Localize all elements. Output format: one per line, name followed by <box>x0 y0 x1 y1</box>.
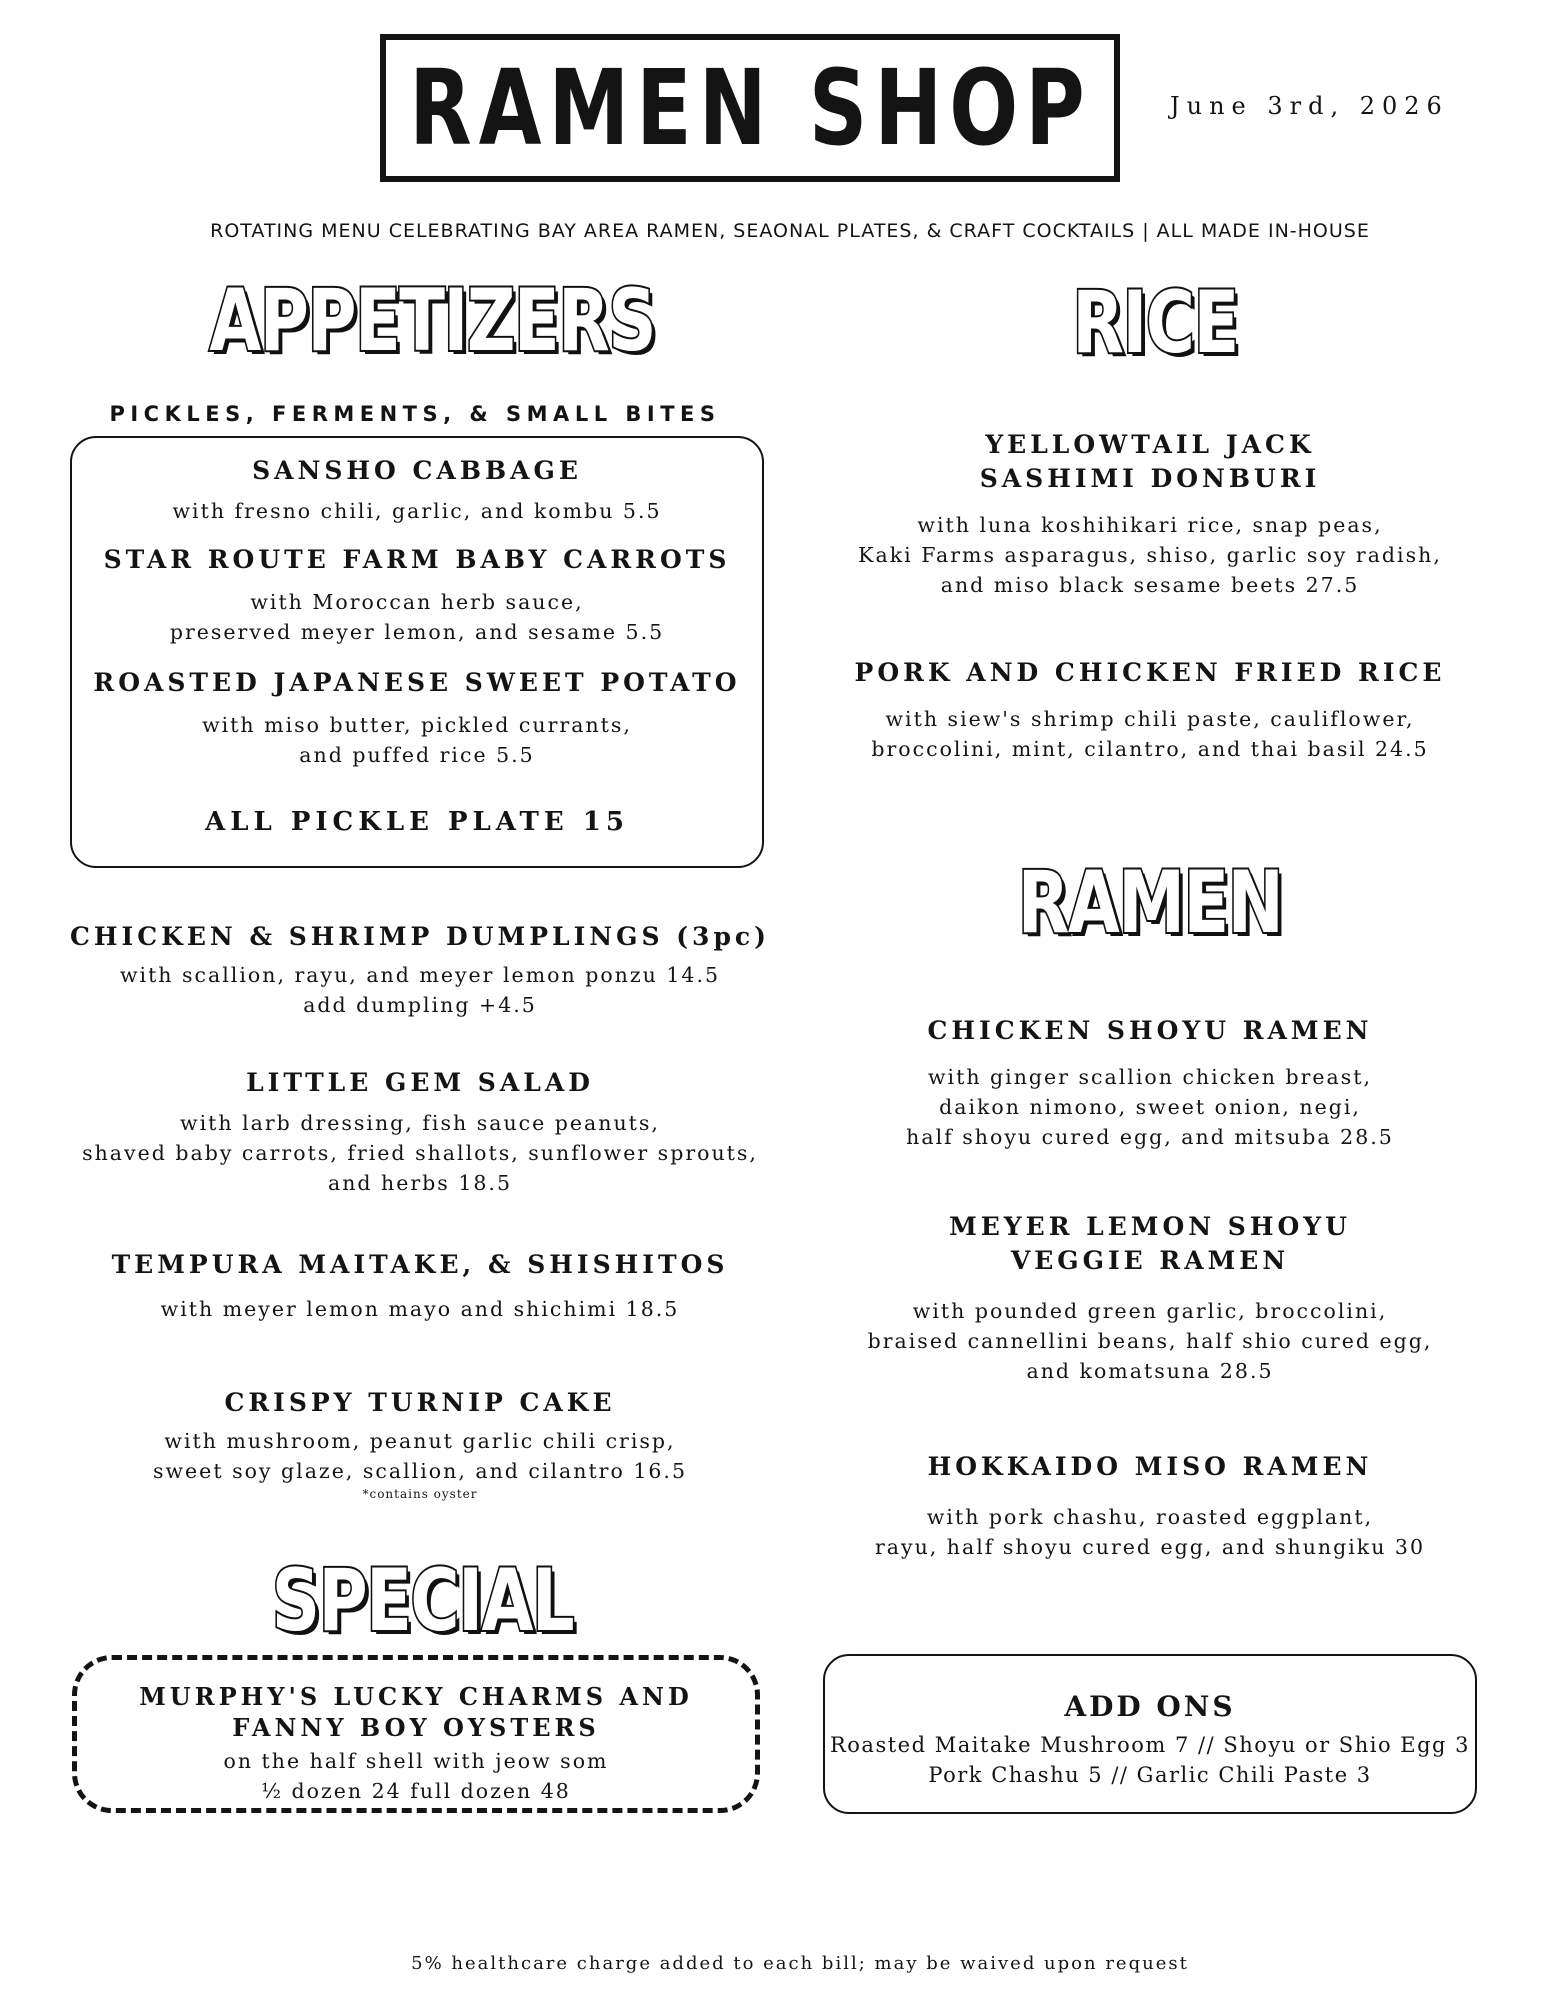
special-desc: on the half shell with jeow som <box>223 1749 609 1773</box>
item-desc: with Moroccan herb sauce, <box>250 590 584 614</box>
item-desc: broccolini, mint, cilantro, and thai basil 24.5 <box>871 737 1429 761</box>
item-desc: and herbs 18.5 <box>327 1171 512 1195</box>
section-title-special: SPECIAL <box>271 1551 574 1651</box>
item-desc: with ginger scallion chicken breast, <box>927 1065 1372 1089</box>
menu-date: June 3rd, 2026 <box>1170 92 1449 120</box>
item-name: HOKKAIDO MISO RAMEN <box>927 1452 1373 1481</box>
item-desc: with pounded green garlic, broccolini, <box>912 1299 1388 1323</box>
item-name: CRISPY TURNIP CAKE <box>224 1388 616 1417</box>
item-desc: with scallion, rayu, and meyer lemon ponzu 14.5 <box>119 963 721 987</box>
addons-line: Pork Chashu 5 // Garlic Chili Paste 3 <box>928 1763 1372 1787</box>
item-note: *contains oyster <box>362 1487 478 1501</box>
item-name: CHICKEN & SHRIMP DUMPLINGS (3pc) <box>70 922 770 951</box>
item-desc: rayu, half shoyu cured egg, and shungiku 30 <box>874 1535 1426 1559</box>
special-name: FANNY BOY OYSTERS <box>232 1713 600 1742</box>
item-name: SANSHO CABBAGE <box>252 456 582 485</box>
section-title-ramen: RAMEN <box>1017 853 1283 953</box>
item-name: TEMPURA MAITAKE, & SHISHITOS <box>111 1250 729 1279</box>
footer-note: 5% healthcare charge added to each bill; may be waived upon request <box>411 1953 1189 1974</box>
section-title-appetizers: APPETIZERS <box>209 271 656 371</box>
item-name: SASHIMI DONBURI <box>979 464 1321 493</box>
item-name: VEGGIE RAMEN <box>1010 1246 1290 1275</box>
item-desc: preserved meyer lemon, and sesame 5.5 <box>169 620 665 644</box>
item-desc: and puffed rice 5.5 <box>299 743 535 767</box>
item-desc: add dumpling +4.5 <box>303 993 537 1017</box>
item-desc: sweet soy glaze, scallion, and cilantro 16.5 <box>152 1459 687 1483</box>
item-desc: with pork chashu, roasted eggplant, <box>926 1505 1374 1529</box>
item-name: LITTLE GEM SALAD <box>246 1068 594 1097</box>
item-name: ROASTED JAPANESE SWEET POTATO <box>93 668 741 697</box>
item-desc: shaved baby carrots, fried shallots, sunflower sprouts, <box>82 1141 758 1165</box>
item-desc: Kaki Farms asparagus, shiso, garlic soy radish, <box>858 543 1442 567</box>
item-desc: half shoyu cured egg, and mitsuba 28.5 <box>906 1125 1394 1149</box>
special-name: MURPHY'S LUCKY CHARMS AND <box>139 1682 693 1711</box>
item-desc: with luna koshihikari rice, snap peas, <box>917 513 1383 537</box>
item-desc: and miso black sesame beets 27.5 <box>940 573 1360 597</box>
item-desc: with miso butter, pickled currants, <box>202 713 632 737</box>
addons-line: Roasted Maitake Mushroom 7 // Shoyu or Shio Egg 3 <box>829 1733 1471 1757</box>
item-name: YELLOWTAIL JACK <box>985 430 1315 459</box>
pickles-subtitle: PICKLES, FERMENTS, & SMALL BITES <box>109 402 721 426</box>
item-name: ALL PICKLE PLATE 15 <box>205 807 629 837</box>
item-name: CHICKEN SHOYU RAMEN <box>927 1016 1373 1045</box>
logo-box <box>380 34 1120 182</box>
item-desc: and komatsuna 28.5 <box>1026 1359 1274 1383</box>
item-desc: with meyer lemon mayo and shichimi 18.5 <box>160 1297 680 1321</box>
item-desc: with mushroom, peanut garlic chili crisp, <box>164 1429 676 1453</box>
item-name: MEYER LEMON SHOYU <box>949 1212 1351 1241</box>
item-name: STAR ROUTE FARM BABY CARROTS <box>103 545 731 574</box>
section-title-rice: RICE <box>1072 273 1238 373</box>
restaurant-logo: RAMEN SHOP <box>408 47 1092 169</box>
special-desc: ½ dozen 24 full dozen 48 <box>261 1779 571 1803</box>
tagline: ROTATING MENU CELEBRATING BAY AREA RAMEN, SEAONAL PLATES, & CRAFT COCKTAILS | ALL MADE IN-HOUSE <box>210 220 1370 242</box>
item-desc: with siew's shrimp chili paste, cauliflower, <box>885 707 1415 731</box>
item-desc: daikon nimono, sweet onion, negi, <box>939 1095 1361 1119</box>
item-desc: braised cannellini beans, half shio cured egg, <box>867 1329 1433 1353</box>
item-name: PORK AND CHICKEN FRIED RICE <box>854 658 1446 687</box>
item-desc: with larb dressing, fish sauce peanuts, <box>180 1111 660 1135</box>
item-desc: with fresno chili, garlic, and kombu 5.5 <box>172 499 662 523</box>
addons-title: ADD ONS <box>1064 1690 1236 1723</box>
